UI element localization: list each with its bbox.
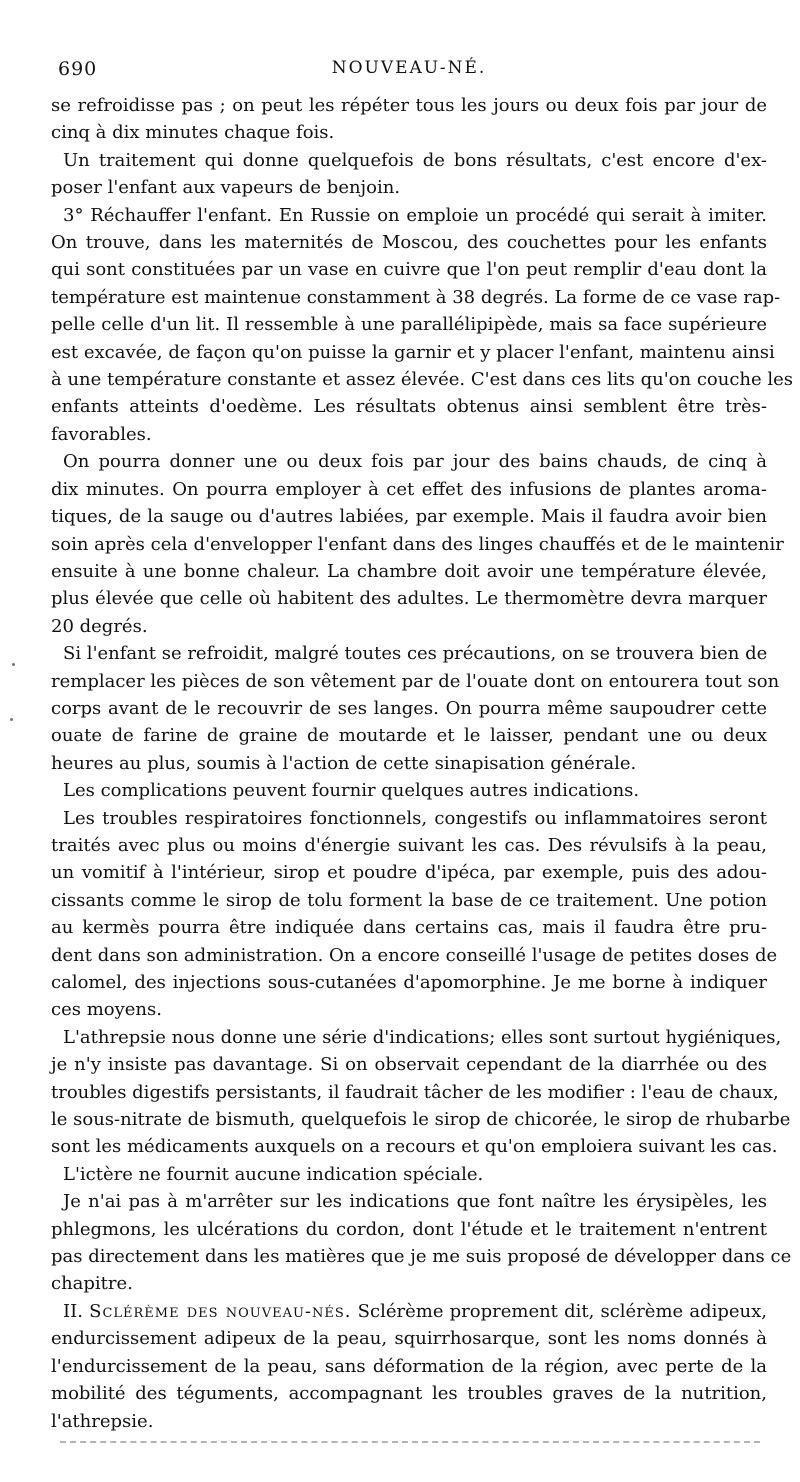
text-line: ensuite à une bonne chaleur. La chambre doit avoir une température élevée, [51,560,767,582]
text-line: qui sont constituées par un vase en cuivre que l'on peut remplir d'eau dont la [51,259,767,281]
text-line: dix minutes. On pourra employer à cet effet des infusions de plantes aroma- [51,478,767,500]
paragraph [51,805,778,1024]
text-line: à une température constante et assez élevée. C'est dans ces lits qu'on couche les [51,369,794,391]
text-line: le sous-nitrate de bismuth, quelquefois le sirop de chicorée, le sirop de rhubarbe [51,1109,791,1131]
text-line: calomel, des injections sous-cutanées d'apomorphine. Je me borne à indiquer [51,972,767,993]
text-line: On trouve, dans les maternités de Moscou, des couchettes pour les enfants [51,232,767,254]
paragraph [51,640,780,777]
text-line [51,1298,767,1325]
text-line: chapitre. [51,1273,133,1295]
text-line: au kermès pourra être indiquée dans certains cas, mais il faudra être pru- [51,917,767,939]
page-header [58,58,760,88]
text-line: se refroidisse pas ; on peut les répéter tous les jours ou deux fois par jour de [51,95,767,116]
text-line: est excavée, de façon qu'on puisse la garnir et y placer l'enfant, maintenu ainsi [51,341,775,363]
paragraph [51,92,767,147]
text-line: mobilité des téguments, accompagnant les troubles graves de la nutrition, [51,1383,767,1405]
paragraph [51,448,784,640]
text-line: L'ictère ne fournit aucune indication spéciale. [63,1163,484,1185]
text-line: un vomitif à l'intérieur, sirop et poudre d'ipéca, par exemple, puis des adou- [51,862,767,884]
text-line: traités avec plus ou moins d'énergie suivant les cas. Des révulsifs à la peau, [51,834,767,856]
text-line: Un traitement qui donne quelquefois de bons résultats, c'est encore d'ex- [63,149,767,171]
paragraph [51,1024,791,1161]
text-line: phlegmons, les ulcérations du cordon, dont l'étude et le traitement n'entrent [51,1218,767,1240]
text-line: L'athrepsie nous donne une série d'indications; elles sont surtout hygiéniques, [63,1026,782,1048]
margin-speck [10,718,13,721]
text-line: 3° Réchauffer l'enfant. En Russie on emploie un procédé qui serait à imiter. [63,204,767,226]
paragraph [51,147,767,202]
section-first-line-text: Sclérème proprement dit, sclérème adipeux, [357,1300,767,1322]
text-line: l'athrepsie. [51,1410,154,1432]
section-heading: Sclérème des nouveau-nés. [89,1300,352,1322]
text-line: troubles digestifs persistants, il faudrait tâcher de les modifier : l'eau de chaux, [51,1081,779,1103]
text-line: cinq à dix minutes chaque fois. [51,122,335,144]
text-line: température est maintenue constamment à 38 degrés. La forme de ce vase rap- [51,286,781,308]
text-line: 20 degrés. [51,615,148,637]
text-line: remplacer les pièces de son vêtement par de l'ouate dont on entourera tout son [51,670,780,692]
running-title: NOUVEAU-NÉ. [331,58,487,78]
text-line: l'endurcissement de la peau, sans déformation de la région, avec perte de la [51,1355,767,1377]
paragraph [51,1161,767,1188]
margin-speck [12,663,15,666]
text-line: sont les médicaments auxquels on a recours et qu'on emploiera suivant les cas. [51,1136,778,1158]
text-line: Les troubles respiratoires fonctionnels, congestifs ou inflammatoires seront [63,807,767,829]
body-text [51,92,794,1435]
text-line: pas directement dans les matières que je me suis proposé de développer dans ce [51,1246,792,1268]
section-number: II. [63,1300,83,1322]
text-line: je n'y insiste pas davantage. Si on observait cependant de la diarrhée ou des [51,1054,767,1076]
text-line: cissants comme le sirop de tolu forment la base de ce traitement. Une potion [51,889,767,911]
footer-rule [60,1441,760,1443]
text-line: pelle celle d'un lit. Il ressemble à une parallélipipède, mais sa face supérieure [51,314,767,336]
text-line: Les complications peuvent fournir quelques autres indications. [63,780,640,802]
text-line: Si l'enfant se refroidit, malgré toutes ces précautions, on se trouvera bien de [63,643,768,665]
paragraph [51,1188,792,1298]
text-line: soin après cela d'envelopper l'enfant dans des linges chauffés et de le maintenir [51,533,784,555]
text-line: heures au plus, soumis à l'action de cette sinapisation générale. [51,752,637,774]
text-line: poser l'enfant aux vapeurs de benjoin. [51,177,401,199]
text-line: endurcissement adipeux de la peau, squirrhosarque, sont les noms donnés à [51,1328,767,1350]
text-line: tiques, de la sauge ou d'autres labiées, par exemple. Mais il faudra avoir bien [51,506,767,528]
section-paragraph [51,1298,767,1435]
text-line: On pourra donner une ou deux fois par jour des bains chauds, de cinq à [63,451,767,473]
text-line: favorables. [51,423,152,445]
text-line: corps avant de le recouvrir de ses langes. On pourra même saupoudrer cette [51,697,767,719]
text-line: dent dans son administration. On a encore conseillé l'usage de petites doses de [51,944,778,966]
page-number: 690 [58,58,98,80]
paragraph [51,777,767,804]
text-line: ouate de farine de graine de moutarde et le laisser, pendant une ou deux [51,725,767,747]
paragraph [51,202,794,449]
text-line: ces moyens. [51,999,162,1021]
text-line: plus élevée que celle où habitent des adultes. Le thermomètre devra marquer [51,588,767,610]
text-line: enfants atteints d'oedème. Les résultats obtenus ainsi semblent être très- [51,396,767,418]
text-line: Je n'ai pas à m'arrêter sur les indications que font naître les érysipèles, les [63,1191,767,1213]
